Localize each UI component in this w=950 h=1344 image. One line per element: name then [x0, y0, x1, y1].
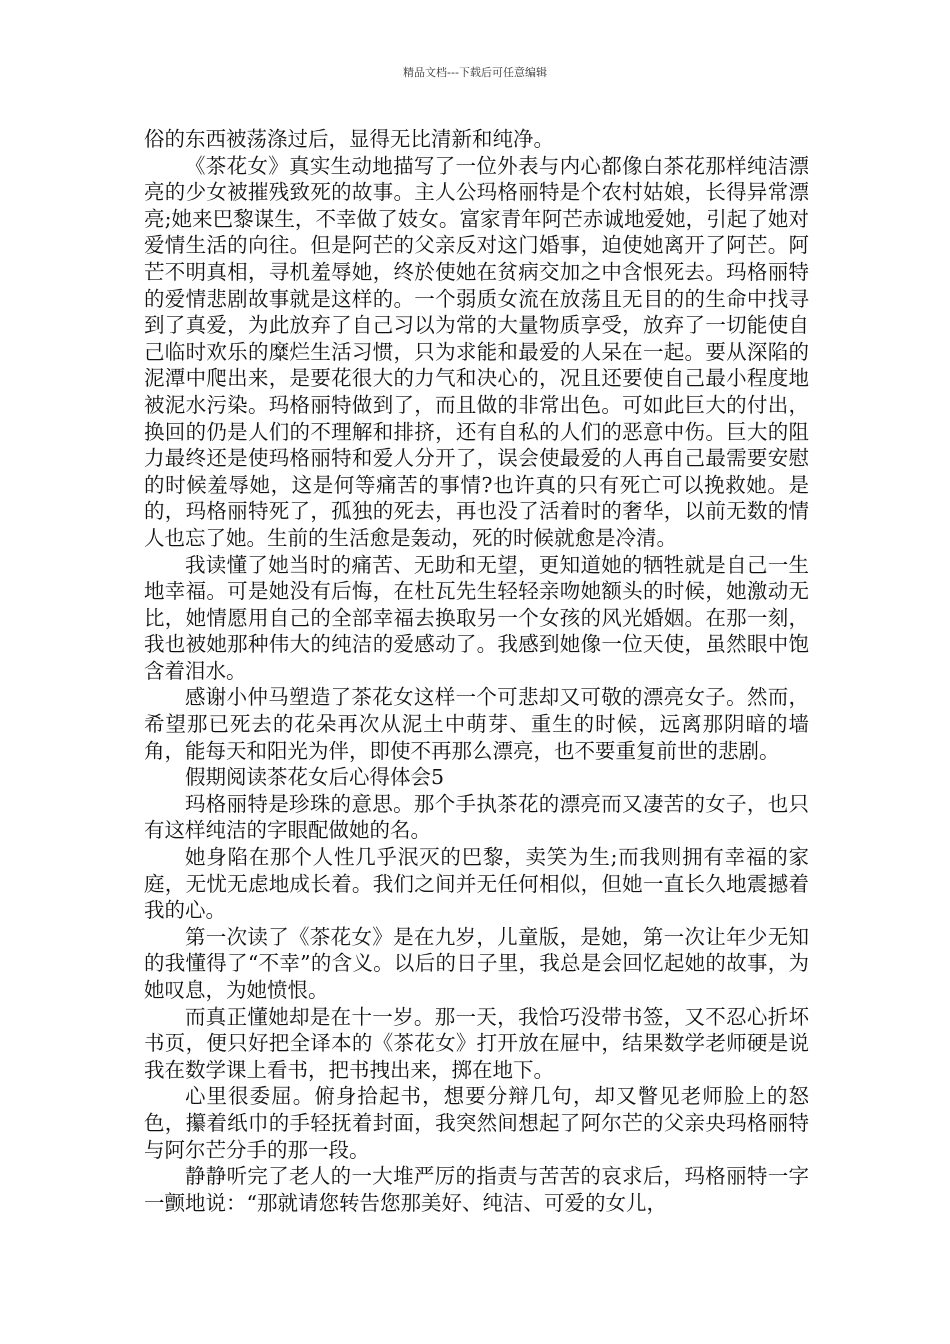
page-header: 精品文档---下载后可任意编辑: [403, 66, 547, 79]
paragraph: 心里很委屈。俯身拾起书，想要分辩几句，却又瞥见老师脸上的怒色，攥着纸巾的手轻抚着封面，我突然间想起了阿尔芒的父亲央玛格丽特与阿尔芒分手的那一段。: [144, 1084, 809, 1162]
document-body: [144, 126, 809, 1216]
paragraph: 俗的东西被荡涤过后，显得无比清新和纯净。: [144, 127, 554, 151]
section-heading: 假期阅读茶花女后心得体会5: [185, 765, 445, 790]
paragraph: 感谢小仲马塑造了茶花女这样一个可悲却又可敬的漂亮女子。然而，希望那已死去的花朵再次从泥土中萌芽、重生的时候，远离那阴暗的墙角，能每天和阳光为伴，即使不再那么漂亮，也不要重复前世的悲剧。: [144, 685, 809, 763]
paragraph: 她身陷在那个人性几乎泯灭的巴黎，卖笑为生;而我则拥有幸福的家庭，无忧无虑地成长着。我们之间并无任何相似，但她一直长久地震撼着我的心。: [144, 845, 809, 923]
paragraph: 玛格丽特是珍珠的意思。那个手执茶花的漂亮而又凄苦的女子，也只有这样纯洁的字眼配做她的名。: [144, 791, 809, 843]
paragraph: 第一次读了《茶花女》是在九岁，儿童版，是她，第一次让年少无知的我懂得了“不幸”的含义。以后的日子里，我总是会回忆起她的故事，为她叹息，为她愤恨。: [144, 924, 809, 1002]
paragraph: 静静听完了老人的一大堆严厉的指责与苦苦的哀求后，玛格丽特一字一颤地说：“那就请您转告您那美好、纯洁、可爱的女儿，: [144, 1164, 809, 1215]
paragraph: 我读懂了她当时的痛苦、无助和无望，更知道她的牺牲就是自己一生地幸福。可是她没有后悔，在杜瓦先生轻轻亲吻她额头的时候，她激动无比，她情愿用自己的全部幸福去换取另一个女孩的风光婚姻。在那一刻，我也被她那种伟大的纯洁的爱感动了。我感到她像一位天使，虽然眼中饱含着泪水。: [144, 552, 809, 683]
paragraph: 而真正懂她却是在十一岁。那一天，我恰巧没带书签，又不忍心折坏书页，便只好把全译本的《茶花女》打开放在屉中，结果数学老师硬是说我在数学课上看书，把书拽出来，掷在地下。: [144, 1004, 809, 1082]
paragraph: 《茶花女》真实生动地描写了一位外表与内心都像白茶花那样纯洁漂亮的少女被摧残致死的故事。主人公玛格丽特是个农村姑娘，长得异常漂亮;她来巴黎谋生，不幸做了妓女。富家青年阿芒赤诚地爱她，引起了她对爱情生活的向往。但是阿芒的父亲反对这门婚事，迫使她离开了阿芒。阿芒不明真相，寻机羞辱她，终於使她在贫病交加之中含恨死去。玛格丽特的爱情悲剧故事就是这样的。一个弱质女流在放荡且无目的的生命中找寻到了真爱，为此放弃了自己习以为常的大量物质享受，放弃了一切能使自己临时欢乐的糜烂生活习惯，只为求能和最爱的人呆在一起。要从深陷的泥潭中爬出来，是要花很大的力气和决心的，况且还要使自己最小程度地被泥水污染。玛格丽特做到了，而且做的非常出色。可如此巨大的付出，换回的仍是人们的不理解和排挤，还有自私的人们的恶意中伤。巨大的阻力最终还是使玛格丽特和爱人分开了，误会使最爱的人再自己最需要安慰的时候羞辱她，这是何等痛苦的事情?也许真的只有死亡可以挽救她。是的，玛格丽特死了，孤独的死去，再也没了活着时的奢华，以前无数的情人也忘了她。生前的生活愈是轰动，死的时候就愈是冷清。: [144, 153, 809, 550]
